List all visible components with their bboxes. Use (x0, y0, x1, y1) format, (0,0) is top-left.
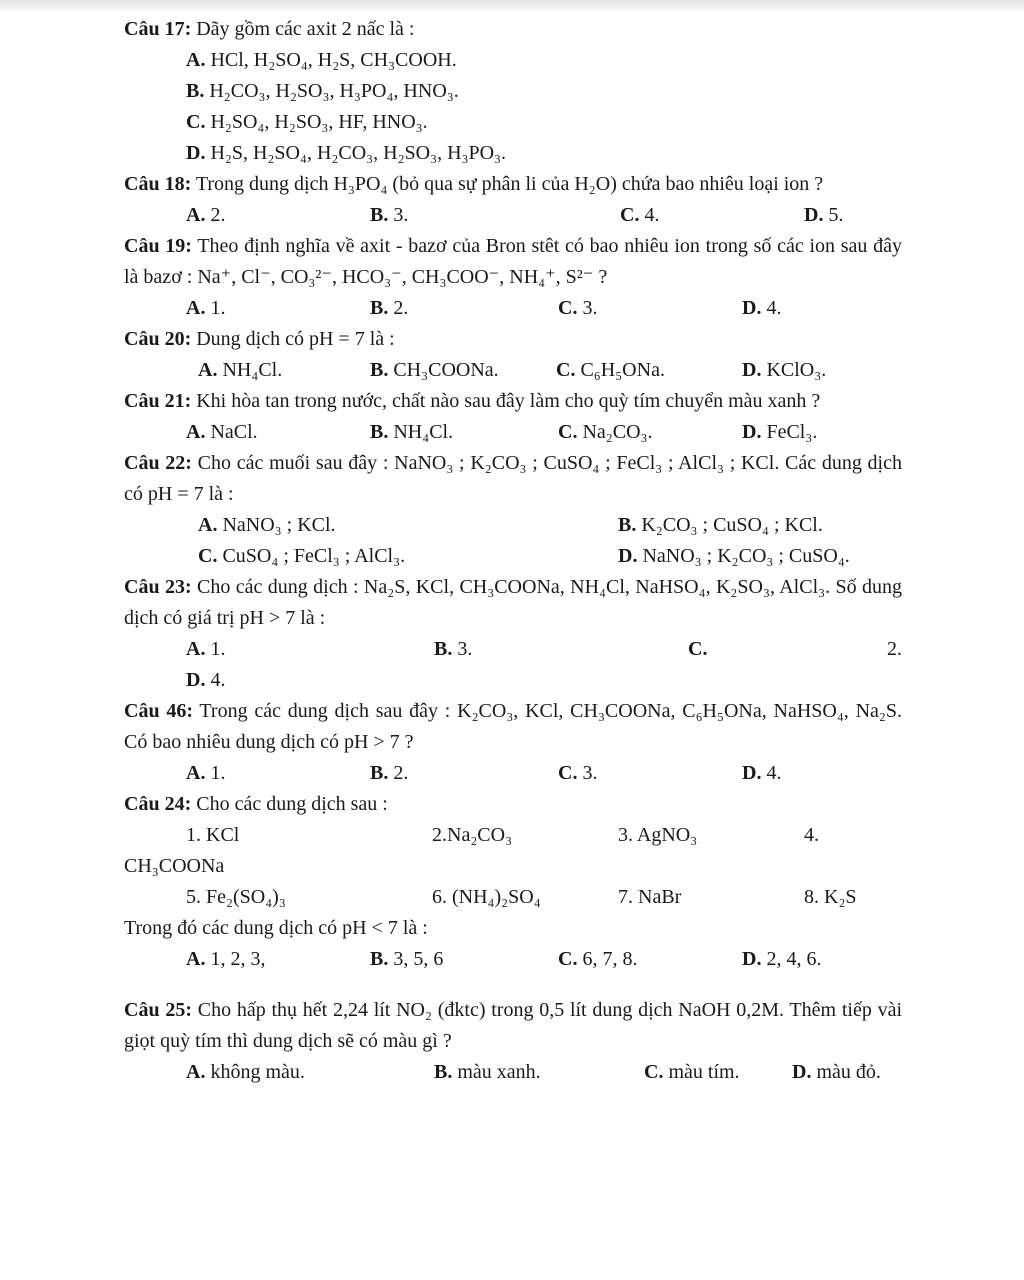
question-number: Câu 25: (124, 999, 192, 1021)
option-c: C. Na₂CO₃. (558, 421, 653, 443)
question-24 (124, 789, 902, 975)
options-row (124, 665, 902, 696)
question-text: Cho hấp thụ hết 2,24 lít NO₂ (đktc) trong 0,5 lít dung dịch NaOH 0,2M. Thêm tiếp vài giọt quỳ tím thì dung dịch sẽ có màu gì ? (124, 999, 902, 1052)
option-c: C. 4. (620, 204, 660, 226)
option-text: HCl, H₂SO₄, H₂S, CH₃COOH. (205, 49, 457, 71)
option-letter: D. (186, 142, 206, 164)
question-number: Câu 20: (124, 328, 192, 350)
question-stem (124, 696, 902, 758)
option-b: B. NH₄Cl. (370, 421, 454, 443)
option-a: A. không màu. (186, 1061, 305, 1083)
solution-list-row (124, 882, 902, 913)
option-text: H₂SO₄, H₂SO₃, HF, HNO₃. (205, 111, 428, 133)
option-a (124, 45, 902, 76)
options-row (124, 200, 902, 231)
option-c: C. 3. (558, 297, 598, 319)
question-18 (124, 169, 902, 231)
question-text: Trong dung dịch H₃PO₄ (bỏ qua sự phân li của H₂O) chứa bao nhiêu loại ion ? (191, 173, 824, 195)
options-row (124, 944, 902, 975)
spacer (124, 975, 902, 995)
question-17 (124, 14, 902, 169)
question-stem (124, 572, 902, 634)
question-stem (124, 324, 902, 355)
options-row (124, 1057, 902, 1088)
list-item: 4. (804, 824, 819, 846)
option-d: D. 5. (804, 204, 844, 226)
option-text: H₂CO₃, H₂SO₃, H₃PO₄, HNO₃. (204, 80, 459, 102)
option-a: A. 1. (186, 762, 226, 784)
solution-list-row (124, 851, 902, 882)
option-b: B. CH₃COONa. (370, 359, 499, 381)
option-b: B. 3. (434, 638, 473, 660)
question-21 (124, 386, 902, 448)
option-d (124, 138, 902, 169)
option-letter: C. (186, 111, 206, 133)
option-a: A. 1. (186, 638, 226, 660)
question-19 (124, 231, 902, 324)
worksheet-page (124, 14, 902, 1088)
option-letter: B. (186, 80, 205, 102)
option-d: D. 4. (742, 762, 782, 784)
question-stem (124, 14, 902, 45)
solution-list-row (124, 820, 902, 851)
option-d: D. KClO₃. (742, 359, 827, 381)
question-text: Khi hòa tan trong nước, chất nào sau đây làm cho quỳ tím chuyển màu xanh ? (191, 390, 821, 412)
option-c: C. 6, 7, 8. (558, 948, 638, 970)
question-number: Câu 19: (124, 235, 192, 257)
options-row (124, 355, 902, 386)
question-number: Câu 21: (124, 390, 192, 412)
question-number: Câu 22: (124, 452, 192, 474)
question-prompt: Trong đó các dung dịch có pH < 7 là : (124, 917, 428, 939)
options-row (124, 293, 902, 324)
viewer-top-bar (0, 0, 1024, 10)
option-b: B. 2. (370, 297, 409, 319)
option-b: B. K₂CO₃ ; CuSO₄ ; KCl. (618, 514, 823, 536)
options-row (124, 758, 902, 789)
question-text: Trong các dung dịch sau đây : K₂CO₃, KCl, CH₃COONa, C₆H₅ONa, NaHSO₄, Na₂S. Có bao nhiêu dung dịch có pH > 7 ? (124, 700, 902, 753)
question-text: Dung dịch có pH = 7 là : (191, 328, 395, 350)
list-item: 5. Fe₂(SO₄)₃ (186, 886, 286, 908)
list-item: 1. KCl (186, 824, 240, 846)
option-d: D. FeCl₃. (742, 421, 818, 443)
option-d: D. NaNO₃ ; K₂CO₃ ; CuSO₄. (618, 545, 850, 567)
question-number: Câu 24: (124, 793, 192, 815)
list-item: 7. NaBr (618, 886, 682, 908)
question-stem (124, 448, 902, 510)
option-b (124, 76, 902, 107)
question-20 (124, 324, 902, 386)
list-item: 3. AgNO₃ (618, 824, 698, 846)
question-text: Dãy gồm các axit 2 nấc là : (191, 18, 415, 40)
option-c: C. CuSO₄ ; FeCl₃ ; AlCl₃. (198, 545, 406, 567)
question-number: Câu 46: (124, 700, 193, 722)
option-c: C. màu tím. (644, 1061, 740, 1083)
option-a: A. 1, 2, 3, (186, 948, 266, 970)
question-number: Câu 23: (124, 576, 192, 598)
option-c: C. C₆H₅ONa. (556, 359, 665, 381)
options-row (124, 634, 902, 665)
option-d: D. màu đỏ. (792, 1061, 881, 1083)
question-22 (124, 448, 902, 572)
question-stem (124, 386, 902, 417)
question-number: Câu 18: (124, 173, 192, 195)
question-23 (124, 572, 902, 696)
option-a: A. NaCl. (186, 421, 258, 443)
question-stem (124, 995, 902, 1057)
option-a: A. 2. (186, 204, 226, 226)
option-b: B. màu xanh. (434, 1061, 541, 1083)
option-c (124, 107, 902, 138)
question-25 (124, 995, 902, 1088)
option-d: D. 4. (742, 297, 782, 319)
option-b: B. 3. (370, 204, 409, 226)
list-item: 2.Na₂CO₃ (432, 824, 513, 846)
options-row (124, 541, 902, 572)
option-c: C. 3. (558, 762, 598, 784)
question-stem (124, 789, 902, 820)
option-a: A. NH₄Cl. (198, 359, 283, 381)
question-text: Cho các dung dịch : Na₂S, KCl, CH₃COONa, NH₄Cl, NaHSO₄, K₂SO₃, AlCl₃. Số dung dịch có giá trị pH > 7 là : (124, 576, 903, 629)
question-text: Cho các muối sau đây : NaNO₃ ; K₂CO₃ ; CuSO₄ ; FeCl₃ ; AlCl₃ ; KCl. Các dung dịch có pH = 7 là : (124, 452, 902, 505)
question-text: Cho các dung dịch sau : (191, 793, 388, 815)
option-b: B. 2. (370, 762, 409, 784)
option-a: A. NaNO₃ ; KCl. (198, 514, 336, 536)
options-row (124, 417, 902, 448)
option-a: A. 1. (186, 297, 226, 319)
options-row (124, 510, 902, 541)
option-d: D. 2, 4, 6. (742, 948, 822, 970)
list-item: 6. (NH₄)₂SO₄ (432, 886, 541, 908)
list-item: 8. K₂S (804, 886, 857, 908)
option-text: H₂S, H₂SO₄, H₂CO₃, H₂SO₃, H₃PO₃. (205, 142, 507, 164)
option-c-value: 2. (887, 638, 902, 660)
question-stem (124, 231, 902, 293)
question-46 (124, 696, 902, 789)
option-b: B. 3, 5, 6 (370, 948, 444, 970)
question-number: Câu 17: (124, 18, 192, 40)
question-stem (124, 169, 902, 200)
question-text: Theo định nghĩa về axit - bazơ của Bron stêt có bao nhiêu ion trong số các ion sau đây là bazơ : Na⁺, Cl⁻, CO₃²⁻, HCO₃⁻, CH₃COO⁻, NH₄⁺, S²⁻ ? (124, 235, 902, 288)
option-letter: A. (186, 49, 206, 71)
list-item: CH₃COONa (124, 855, 225, 877)
option-d: D. 4. (186, 669, 226, 691)
option-c: C. (688, 638, 708, 660)
